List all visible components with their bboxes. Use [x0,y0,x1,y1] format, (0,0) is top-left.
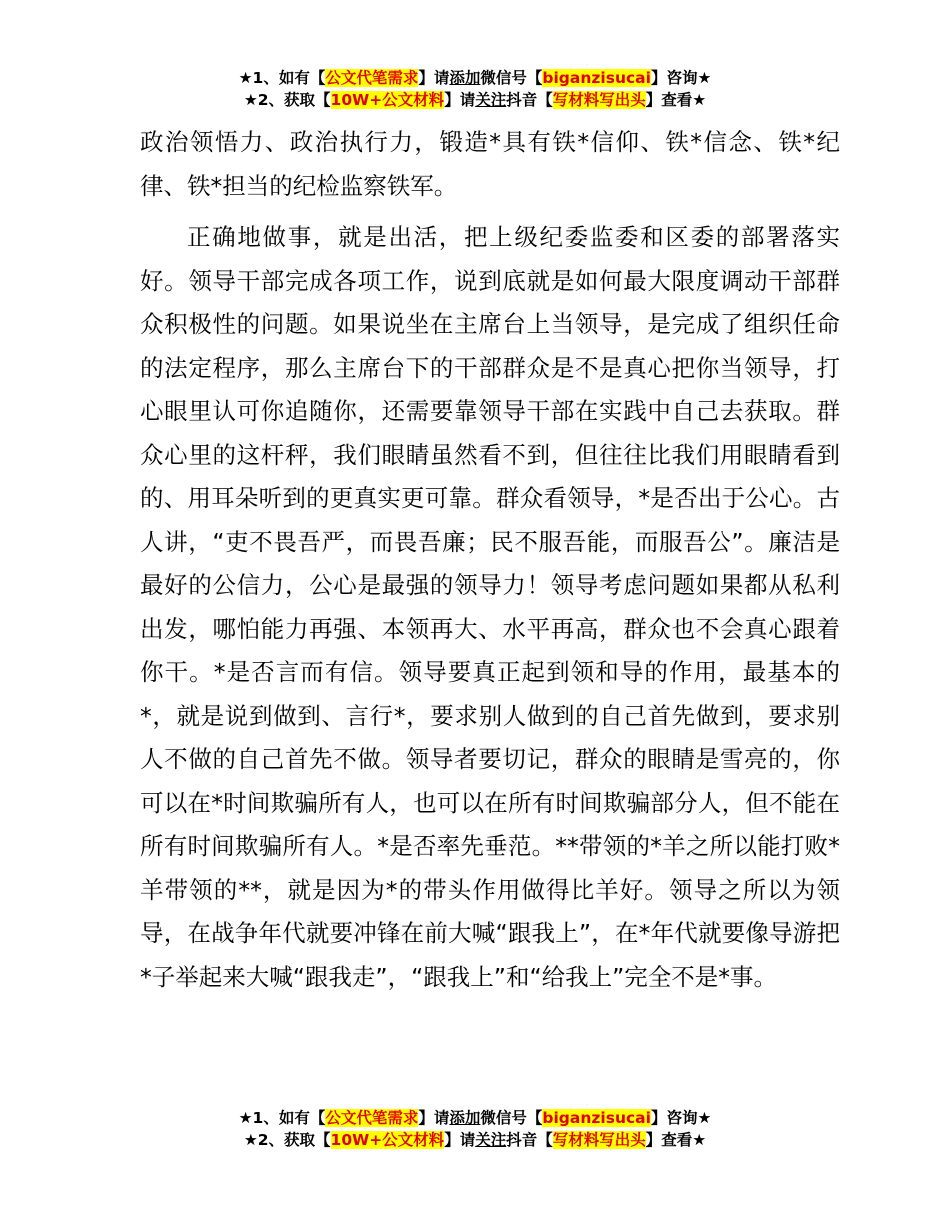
highlight-text: 写材料写出头 [552,91,646,109]
underlined-text: 添加 [449,1109,481,1127]
banner-text: 】请 [444,91,476,109]
banner-line-2 [0,89,950,111]
banner-line-2 [0,1129,950,1151]
banner-text: ★2、获取【 [243,1131,331,1149]
banner-line-1 [0,67,950,89]
highlight-text: 10W+公文材料 [330,91,445,109]
banner-text: 】请 [418,69,450,87]
highlight-text: 写材料写出头 [552,1131,646,1149]
underlined-text: 添加 [449,69,481,87]
banner-text: 】查看★ [645,1131,707,1149]
footer-banner [0,1107,950,1151]
highlight-text: 公文代笔需求 [325,69,419,87]
highlight-text: biganzisucai [542,1109,651,1127]
banner-text: ★1、如有【 [238,69,326,87]
underlined-text: 关注 [475,91,507,109]
header-banner [0,67,950,111]
banner-text: 】请 [418,1109,450,1127]
highlight-text: biganzisucai [542,69,651,87]
document-body [140,121,840,999]
banner-text: 】请 [444,1131,476,1149]
banner-text: ★1、如有【 [238,1109,326,1127]
banner-text: 】咨询★ [650,69,712,87]
banner-line-1 [0,1107,950,1129]
banner-text: 微信号【 [480,1109,543,1127]
banner-text: 抖音【 [506,91,553,109]
banner-text: 】咨询★ [650,1109,712,1127]
underlined-text: 关注 [475,1131,507,1149]
paragraph-1: 政治领悟力、政治执行力，锻造*具有铁*信仰、铁*信念、铁*纪律、铁*担当的纪检监察铁军。 [140,128,840,200]
paragraph-2: 正确地做事，就是出活，把上级纪委监委和区委的部署落实好。领导干部完成各项工作，说到底就是如何最大限度调动干部群众积极性的问题。如果说坐在主席台上当领导，是完成了组织任命的法定程序，那么主席台下的干部群众是不是真心把你当领导，打心眼里认可你追随你，还需要靠领导干部在实践中自己去获取。群众心里的这杆秤，我们眼睛虽然看不到，但往往比我们用眼睛看到的、用耳朵听到的更真实更可靠。群众看领导，*是否出于公心。古人讲，“吏不畏吾严，而畏吾廉；民不服吾能，而服吾公”。廉洁是最好的公信力，公心是最强的领导力！领导考虑问题如果都从私利出发，哪怕能力再强、本领再大、水平再高，群众也不会真心跟着你干。*是否言而有信。领导要真正起到领和导的作用，最基本的*，就是说到做到、言行*，要求别人做到的自己首先做到，要求别人不做的自己首先不做。领导者要切记，群众的眼睛是雪亮的，你可以在*时间欺骗所有人，也可以在所有时间欺骗部分人，但不能在所有时间欺骗所有人。*是否率先垂范。**带领的*羊之所以能打败*羊带领的**，就是因为*的带头作用做得比羊好。领导之所以为领导，在战争年代就要冲锋在前大喊“跟我上”，在*年代就要像导游把*子举起来大喊“跟我走”，“跟我上”和“给我上”完全不是*事。 [140,223,840,991]
banner-text: 】查看★ [645,91,707,109]
highlight-text: 10W+公文材料 [330,1131,445,1149]
banner-text: 微信号【 [480,69,543,87]
banner-text: 抖音【 [506,1131,553,1149]
highlight-text: 公文代笔需求 [325,1109,419,1127]
banner-text: ★2、获取【 [243,91,331,109]
